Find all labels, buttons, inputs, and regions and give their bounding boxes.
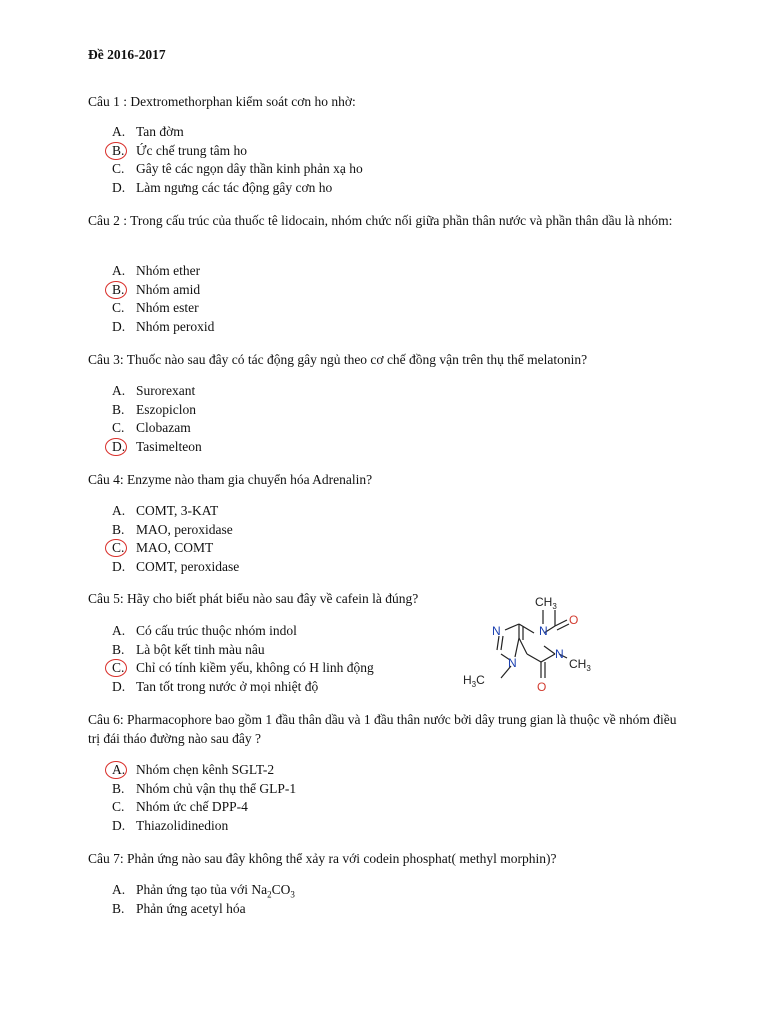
caffeine-structure-diagram <box>455 590 595 695</box>
option-a: A. Có cấu trúc thuộc nhóm indol <box>112 623 297 638</box>
option-c: C. Nhóm ester <box>112 300 199 316</box>
option-b: B. Eszopiclon <box>112 401 196 417</box>
option-b: B. MAO, peroxidase <box>112 521 233 537</box>
option-b: B. Nhóm amid <box>112 281 214 300</box>
n-atom-3: N <box>492 624 501 638</box>
option-d: D. COMT, peroxidase <box>112 558 240 574</box>
option-d: D. Tan tốt trong nước ở mọi nhiệt độ <box>112 678 319 694</box>
option-d: D. Làm ngưng các tác động gây cơn ho <box>112 179 333 195</box>
question-6: Câu 6: Pharmacophore bao gồm 1 đầu thân dầu và 1 đầu thân nước bởi dây trung gian là thuộc về nhóm điều trị đái tháo đường nào sau đây ? <box>88 712 677 746</box>
n-atom-1: N <box>539 624 548 638</box>
option-a: A. Surorexant <box>112 383 196 398</box>
methyl-left: $H_3C$ <box>463 673 485 689</box>
answer-circle-mark <box>105 281 127 299</box>
option-b: B. Là bột kết tinh màu nâu <box>112 641 265 657</box>
option-b: B. Phản ứng acetyl hóa <box>112 900 246 916</box>
o-atom-1: O <box>569 613 579 627</box>
n-atom-4: N <box>555 647 564 661</box>
o-atom-2: O <box>537 680 547 694</box>
question-4-options <box>112 502 239 576</box>
exam-title: Đề 2016-2017 <box>88 47 166 62</box>
option-c: C. Chỉ có tính kiềm yếu, không có H linh động <box>112 659 374 678</box>
answer-circle-mark <box>105 142 127 160</box>
question-1: Câu 1 : Dextromethorphan kiểm soát cơn ho nhờ: <box>88 94 356 109</box>
question-4: Câu 4: Enzyme nào tham gia chuyển hóa Adrenalin? <box>88 472 373 487</box>
option-d: D. Nhóm peroxid <box>112 318 215 334</box>
question-6-options <box>112 761 296 835</box>
question-7: Câu 7: Phản ứng nào sau đây không thể xảy ra với codein phosphat( methyl morphin)? <box>88 851 557 866</box>
option-a: A. COMT, 3-KAT <box>112 503 219 518</box>
question-3-options <box>112 382 202 456</box>
option-d: D. Tasimelteon <box>112 438 202 457</box>
methyl-top: $CH_3$ <box>535 595 557 611</box>
option-b: B. Ức chế trung tâm ho <box>112 142 363 161</box>
answer-circle-mark <box>105 761 127 779</box>
option-a: A. Nhóm ether <box>112 263 201 278</box>
question-5-options <box>112 622 374 696</box>
option-c: C. Clobazam <box>112 420 191 436</box>
n-atom-5: N <box>508 656 517 670</box>
question-2: Câu 2 : Trong cấu trúc của thuốc tê lidocain, nhóm chức nối giữa phần thân nước và phần thân dầu là nhóm: <box>88 213 673 228</box>
answer-circle-mark <box>105 438 127 456</box>
question-5: Câu 5: Hãy cho biết phát biểu nào sau đây về cafein là đúng? <box>88 591 419 606</box>
option-a: A. Phản ứng tạo tủa với $Na_2CO_3$ <box>112 882 295 900</box>
option-a: A. Nhóm chẹn kênh SGLT-2 <box>112 761 296 780</box>
question-3: Câu 3: Thuốc nào sau đây có tác động gây ngủ theo cơ chế đồng vận trên thụ thể melatonin? <box>88 352 588 367</box>
option-c: C. Gây tê các ngọn dây thần kinh phản xạ ho <box>112 161 363 177</box>
option-c: C. Nhóm ức chế DPP-4 <box>112 799 248 815</box>
option-d: D. Thiazolidinedion <box>112 817 229 833</box>
question-7-options <box>112 881 295 918</box>
option-a: A. Tan đờm <box>112 124 184 139</box>
question-2-options <box>112 262 214 336</box>
option-b: B. Nhóm chủ vận thụ thể GLP-1 <box>112 780 297 796</box>
methyl-right: $CH_3$ <box>569 657 591 673</box>
option-c: C. MAO, COMT <box>112 539 239 558</box>
question-1-options <box>112 123 363 197</box>
